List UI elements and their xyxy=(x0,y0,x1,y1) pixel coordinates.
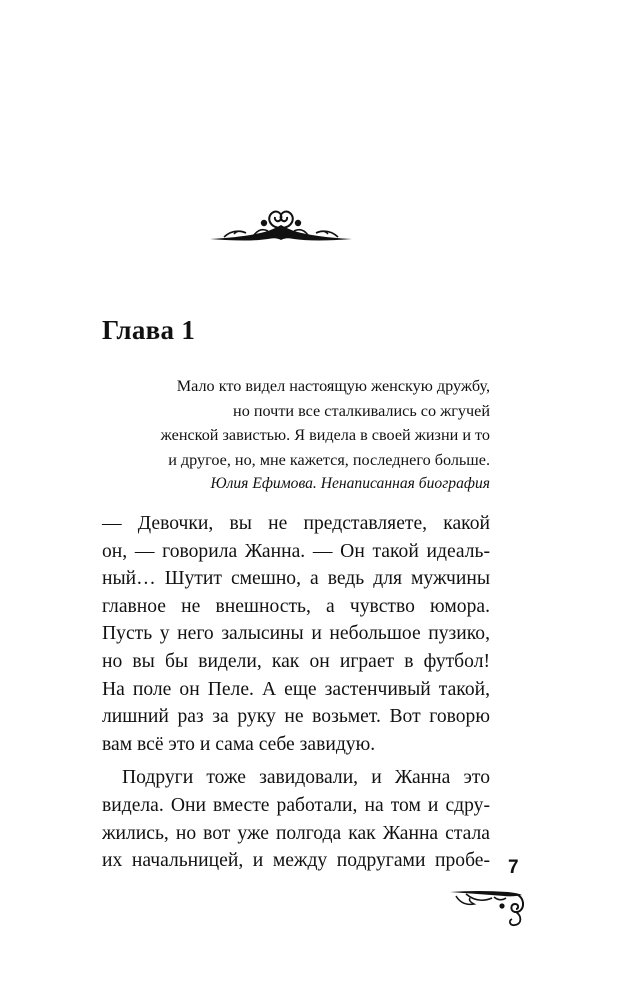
epigraph-line: но почти все сталкивались со жгучей xyxy=(233,401,490,420)
epigraph-line: женской завистью. Я видела в своей жизни и то xyxy=(160,426,490,444)
text-line: вам всё это и сама себе завидую. xyxy=(102,733,376,755)
scroll-ornament-icon xyxy=(208,206,354,246)
body-text xyxy=(102,510,490,875)
corner-flourish-icon xyxy=(448,884,526,928)
text-line: На поле он Пеле. А еще застенчивый такой, xyxy=(102,678,490,700)
page-number: 7 xyxy=(508,857,519,878)
text-line: их начальницей, и между подругами пробе- xyxy=(102,850,490,872)
text-line: главное не внешность, а чувство юмора. xyxy=(102,595,490,617)
text-line: лишний раз за руку не возьмет. Вот говорю xyxy=(102,706,490,728)
text-line: — Девочки, вы не представляете, какой xyxy=(102,513,490,534)
text-line: Пусть у него залысины и небольшое пузико, xyxy=(102,623,490,645)
text-line: он, — говорила Жанна. — Он такой идеаль- xyxy=(102,540,490,562)
text-line: жились, но вот уже полгода как Жанна стала xyxy=(102,822,490,844)
paragraph xyxy=(102,510,490,758)
chapter-title: Глава 1 xyxy=(102,315,196,345)
epigraph-line: и другое, но, мне кажется, последнего больше. xyxy=(168,450,490,469)
epigraph-line: Мало кто видел настоящую женскую дружбу, xyxy=(176,377,490,395)
text-line: видела. Они вместе работали, на том и сдру- xyxy=(102,794,490,816)
paragraph xyxy=(102,764,490,874)
epigraph xyxy=(90,374,490,497)
text-line: Подруги тоже завидовали, и Жанна это xyxy=(122,767,490,789)
epigraph-source: Юлия Ефимова. Ненаписанная биография xyxy=(210,475,490,492)
text-line: но вы бы видели, как он играет в футбол! xyxy=(102,650,490,672)
text-line: ный… Шутит смешно, а ведь для мужчины xyxy=(102,568,490,590)
